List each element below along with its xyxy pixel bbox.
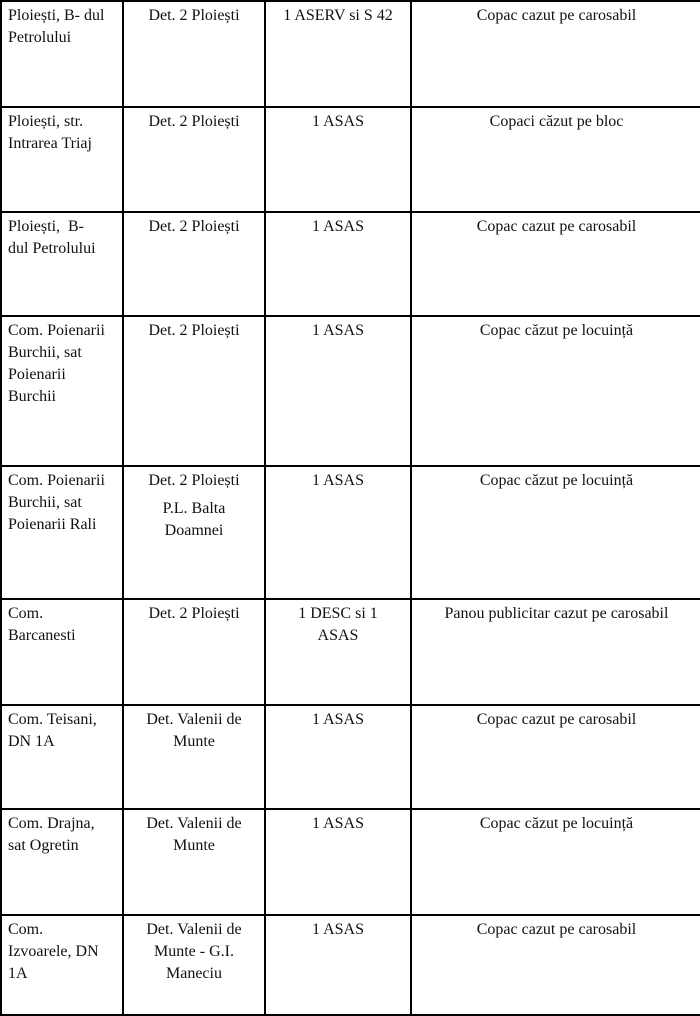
resources-cell: 1 ASERV si S 42 xyxy=(265,1,411,107)
resources-cell: 1 ASAS xyxy=(265,705,411,809)
detachment-cell: Det. 2 Ploiești xyxy=(123,599,265,705)
table-row xyxy=(1,107,700,212)
detachment-cell: Det. Valenii de Munte xyxy=(123,809,265,915)
event-cell: Copac căzut pe locuință xyxy=(411,809,700,915)
table-row xyxy=(1,705,700,809)
event-cell: Copac cazut pe carosabil xyxy=(411,212,700,316)
resources-cell: 1 ASAS xyxy=(265,316,411,466)
table-row xyxy=(1,809,700,915)
location-cell: Com. Teisani, DN 1A xyxy=(1,705,123,809)
table-row xyxy=(1,316,700,466)
table-row xyxy=(1,212,700,316)
location-cell: Com. Poienarii Burchii, sat Poienarii Rali xyxy=(1,466,123,599)
event-cell: Copac căzut pe locuință xyxy=(411,316,700,466)
location-cell: Com. Barcanesti xyxy=(1,599,123,705)
detachment-cell: Det. 2 Ploiești P.L. Balta Doamnei xyxy=(123,466,265,599)
resources-cell: 1 ASAS xyxy=(265,809,411,915)
location-cell: Com. Izvoarele, DN 1A xyxy=(1,915,123,1015)
detachment-cell: Det. 2 Ploiești xyxy=(123,316,265,466)
location-cell: Com. Poienarii Burchii, sat Poienarii Burchii xyxy=(1,316,123,466)
table-row xyxy=(1,915,700,1015)
detachment-cell: Det. Valenii de Munte - G.I. Maneciu xyxy=(123,915,265,1015)
event-cell: Copaci căzut pe bloc xyxy=(411,107,700,212)
table-row xyxy=(1,466,700,599)
resources-cell: 1 DESC si 1 ASAS xyxy=(265,599,411,705)
event-cell: Panou publicitar cazut pe carosabil xyxy=(411,599,700,705)
event-cell: Copac căzut pe locuință xyxy=(411,466,700,599)
event-cell: Copac cazut pe carosabil xyxy=(411,915,700,1015)
resources-cell: 1 ASAS xyxy=(265,915,411,1015)
detachment-cell: Det. 2 Ploiești xyxy=(123,212,265,316)
location-cell: Ploiești, B- dul Petrolului xyxy=(1,1,123,107)
event-cell: Copac cazut pe carosabil xyxy=(411,1,700,107)
table-row xyxy=(1,1,700,107)
resources-cell: 1 ASAS xyxy=(265,212,411,316)
event-cell: Copac cazut pe carosabil xyxy=(411,705,700,809)
table-row xyxy=(1,599,700,705)
location-cell: Com. Drajna, sat Ogretin xyxy=(1,809,123,915)
detachment-cell: Det. Valenii de Munte xyxy=(123,705,265,809)
resources-cell: 1 ASAS xyxy=(265,107,411,212)
detachment-cell: Det. 2 Ploiești xyxy=(123,1,265,107)
location-cell: Ploiești, str. Intrarea Triaj xyxy=(1,107,123,212)
resources-cell: 1 ASAS xyxy=(265,466,411,599)
detachment-cell: Det. 2 Ploiești xyxy=(123,107,265,212)
location-cell: Ploiești, B- dul Petrolului xyxy=(1,212,123,316)
